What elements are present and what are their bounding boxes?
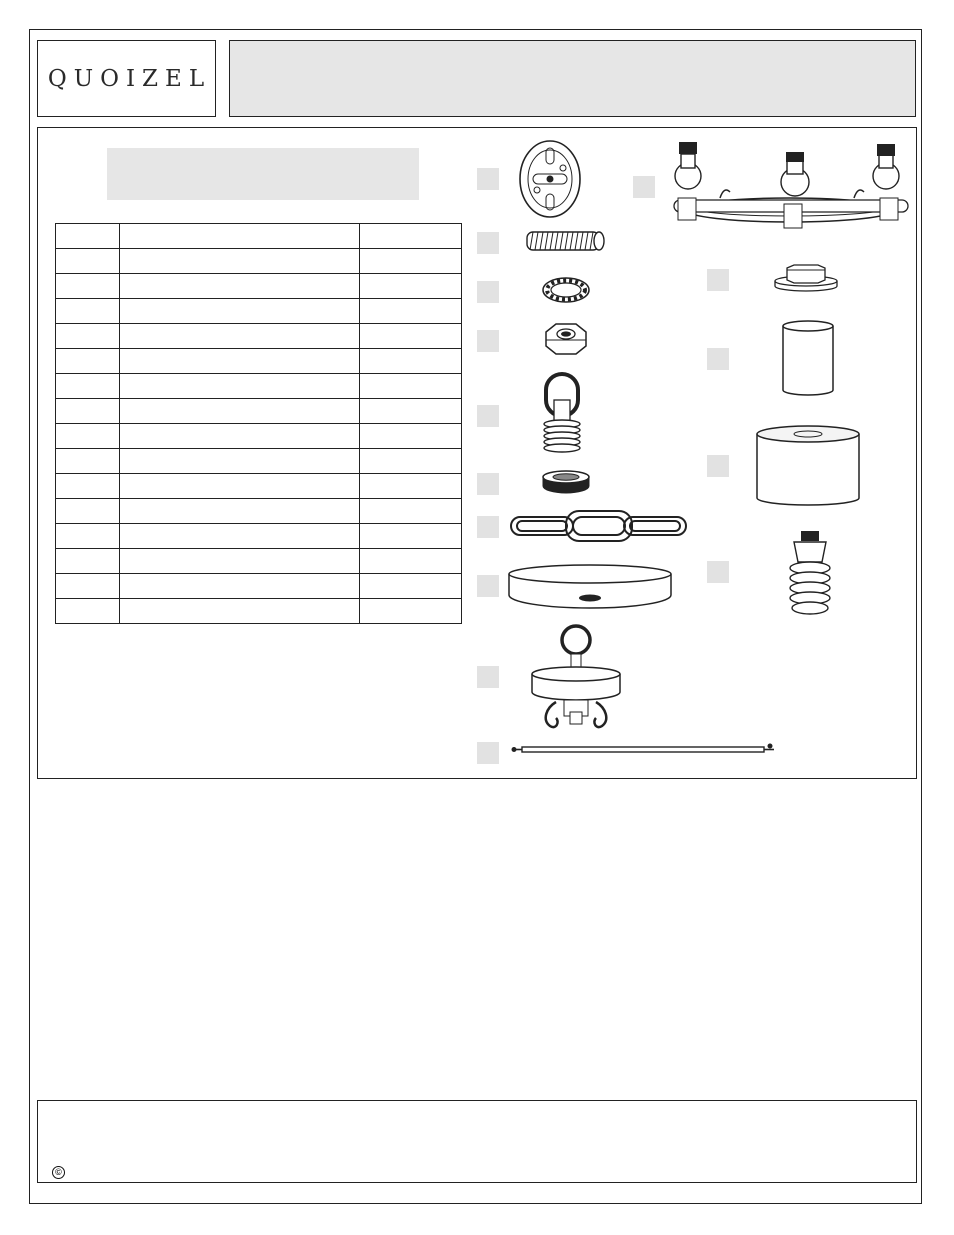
part-quantity-cell — [360, 499, 462, 524]
table-row — [56, 224, 462, 249]
part-letter-cell — [56, 249, 120, 274]
part-tag — [707, 269, 729, 291]
part-tag — [477, 281, 499, 303]
brand-logo: QUOIZEL — [47, 65, 212, 92]
part-description-cell — [120, 424, 360, 449]
table-row — [56, 374, 462, 399]
chain-icon — [508, 508, 688, 544]
part-tag — [477, 232, 499, 254]
part-tag — [477, 516, 499, 538]
part-description-cell — [120, 599, 360, 624]
part-quantity-cell — [360, 599, 462, 624]
part-description-cell — [120, 274, 360, 299]
part-quantity-cell — [360, 274, 462, 299]
title-banner — [229, 40, 916, 117]
part-description-cell — [120, 449, 360, 474]
part-letter-cell — [56, 399, 120, 424]
part-quantity-cell — [360, 349, 462, 374]
part-description-cell — [120, 349, 360, 374]
part-description-cell — [120, 474, 360, 499]
part-tag — [477, 742, 499, 764]
part-letter-cell — [56, 574, 120, 599]
part-tag — [707, 348, 729, 370]
part-letter-cell — [56, 274, 120, 299]
shade-icon — [754, 422, 862, 508]
table-row — [56, 399, 462, 424]
table-row — [56, 299, 462, 324]
part-tag — [477, 405, 499, 427]
table-row — [56, 599, 462, 624]
part-quantity-cell — [360, 224, 462, 249]
part-description-cell — [120, 374, 360, 399]
loop-icon — [535, 370, 589, 460]
part-description-cell — [120, 499, 360, 524]
part-letter-cell — [56, 599, 120, 624]
part-tag — [707, 561, 729, 583]
part-quantity-cell — [360, 549, 462, 574]
part-letter-cell — [56, 499, 120, 524]
part-tag — [477, 666, 499, 688]
part-quantity-cell — [360, 424, 462, 449]
part-letter-cell — [56, 224, 120, 249]
part-description-cell — [120, 399, 360, 424]
part-quantity-cell — [360, 524, 462, 549]
part-quantity-cell — [360, 399, 462, 424]
table-row — [56, 474, 462, 499]
part-letter-cell — [56, 299, 120, 324]
table-row — [56, 249, 462, 274]
part-letter-cell — [56, 324, 120, 349]
part-letter-cell — [56, 374, 120, 399]
part-letter-cell — [56, 474, 120, 499]
hex-nut-icon — [540, 320, 590, 360]
table-row — [56, 349, 462, 374]
candle-sleeve-icon — [780, 318, 836, 400]
part-quantity-cell — [360, 324, 462, 349]
footer-box — [37, 1100, 917, 1183]
lock-washer-icon — [540, 275, 592, 305]
table-row — [56, 324, 462, 349]
part-tag — [477, 575, 499, 597]
part-letter-cell — [56, 424, 120, 449]
table-row — [56, 449, 462, 474]
part-description-cell — [120, 524, 360, 549]
part-quantity-cell — [360, 474, 462, 499]
part-letter-cell — [56, 549, 120, 574]
ground-wire-icon — [508, 740, 778, 760]
hook-loop-icon — [528, 622, 624, 734]
part-tag — [477, 473, 499, 495]
part-description-cell — [120, 224, 360, 249]
part-quantity-cell — [360, 574, 462, 599]
mounting-plate-icon — [517, 138, 583, 220]
canopy-icon — [506, 562, 674, 612]
part-tag — [477, 330, 499, 352]
table-row — [56, 524, 462, 549]
part-quantity-cell — [360, 449, 462, 474]
part-description-cell — [120, 549, 360, 574]
table-row — [56, 499, 462, 524]
part-quantity-cell — [360, 249, 462, 274]
part-description-cell — [120, 324, 360, 349]
part-description-cell — [120, 299, 360, 324]
table-row — [56, 274, 462, 299]
table-row — [56, 549, 462, 574]
part-tag — [477, 168, 499, 190]
part-quantity-cell — [360, 374, 462, 399]
logo-box — [37, 40, 216, 117]
parts-heading-banner — [107, 148, 419, 200]
copyright-symbol: © — [52, 1166, 65, 1179]
table-row — [56, 574, 462, 599]
part-quantity-cell — [360, 299, 462, 324]
part-letter-cell — [56, 449, 120, 474]
part-description-cell — [120, 574, 360, 599]
table-row — [56, 424, 462, 449]
fixture-body-icon — [658, 138, 918, 234]
part-tag — [707, 455, 729, 477]
part-letter-cell — [56, 524, 120, 549]
part-description-cell — [120, 249, 360, 274]
part-tag — [633, 176, 655, 198]
light-bulb-icon — [782, 528, 838, 620]
part-letter-cell — [56, 349, 120, 374]
lock-nut-icon — [539, 469, 593, 495]
threaded-nipple-icon — [524, 227, 606, 255]
socket-ring-icon — [772, 262, 840, 294]
parts-table — [55, 223, 462, 624]
